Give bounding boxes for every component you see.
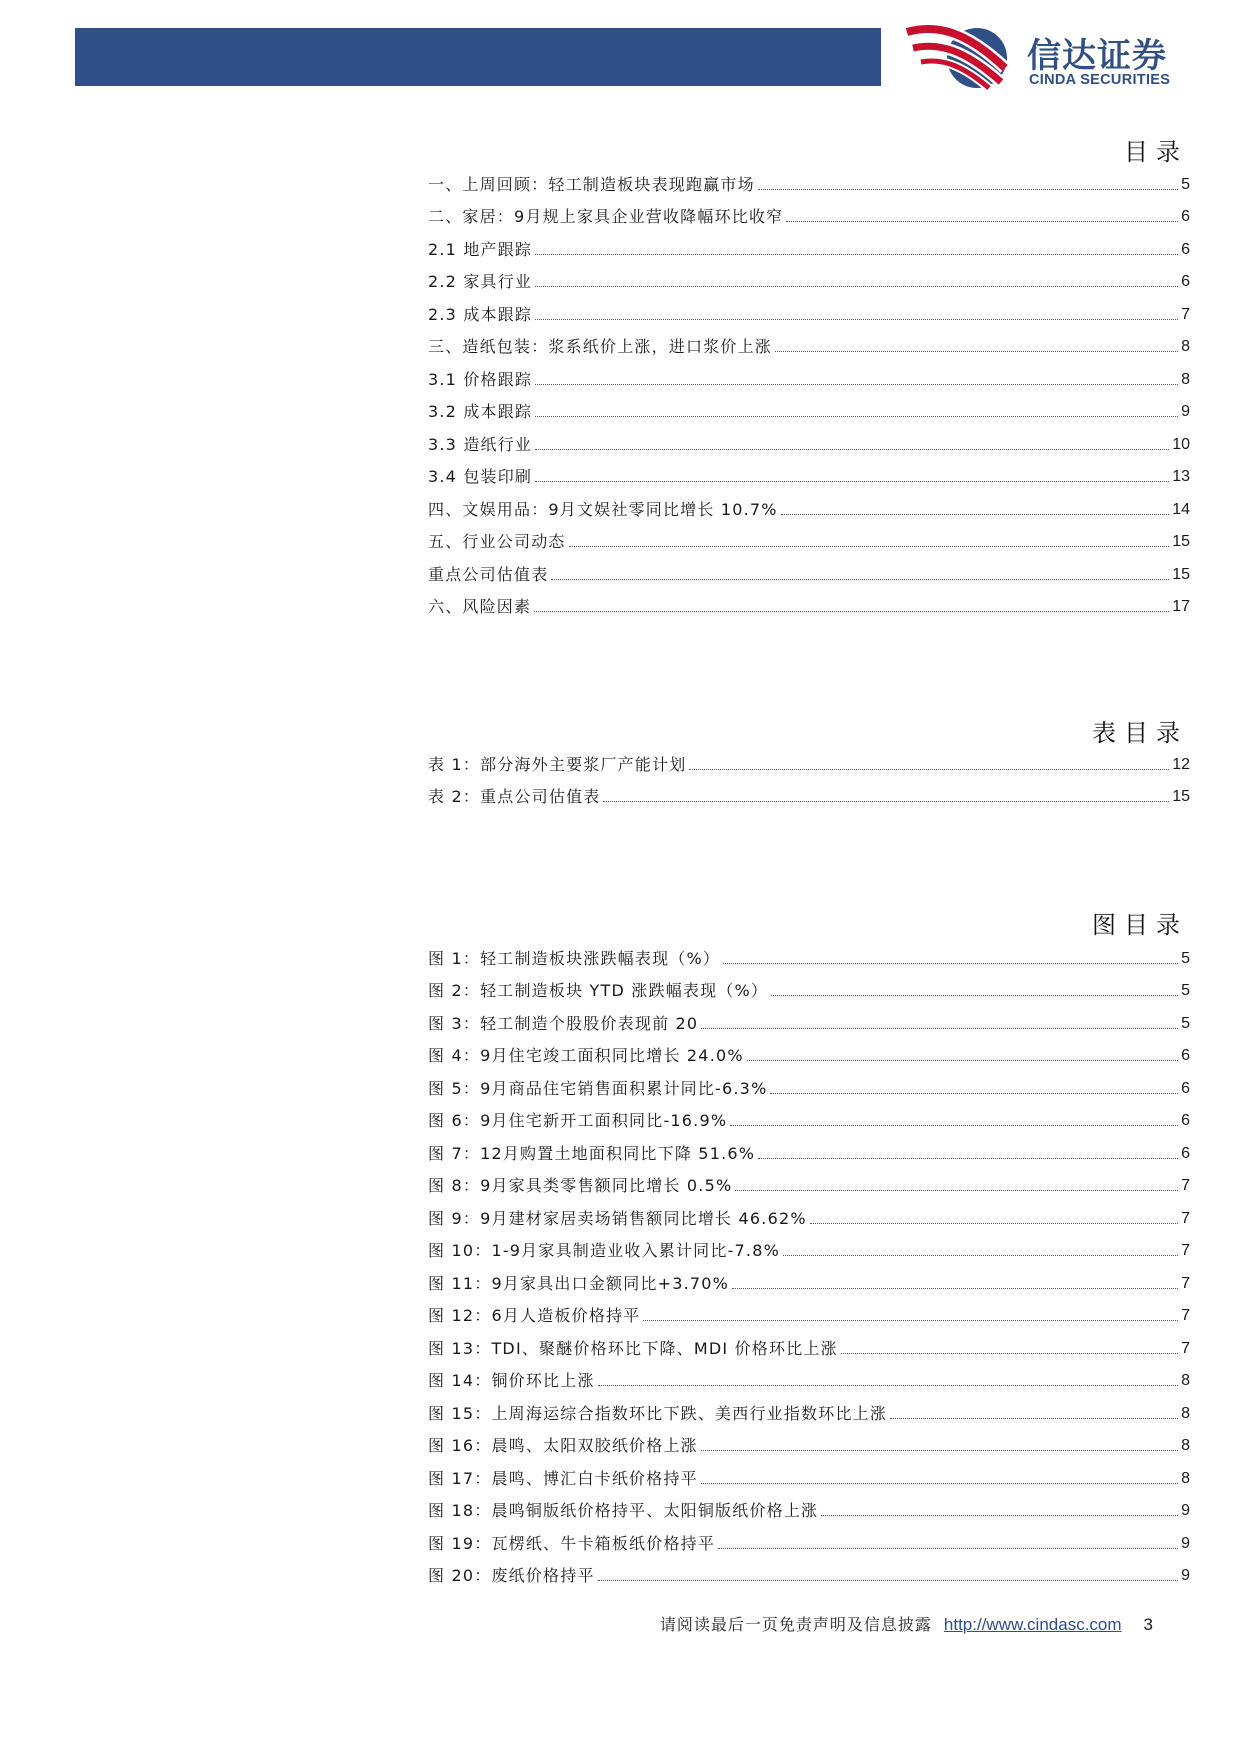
figure-list-entry[interactable] <box>428 1196 1190 1229</box>
contents-entry-label: 重点公司估值表 <box>428 564 549 584</box>
contents-entry[interactable] <box>428 292 1190 325</box>
dot-leader <box>701 1450 1178 1451</box>
figure-list-entry-label: 图 5：9月商品住宅销售面积累计同比-6.3% <box>428 1078 768 1098</box>
contents-entry-label: 六、风险因素 <box>428 597 532 616</box>
figure-list-entry-page: 5 <box>1181 982 1190 999</box>
contents-entry-page: 13 <box>1172 468 1190 485</box>
disclaimer-note: 请阅读最后一页免责声明及信息披露 <box>659 1615 932 1634</box>
dot-leader <box>551 579 1169 580</box>
contents-entry-label: 五、行业公司动态 <box>428 532 566 551</box>
dot-leader <box>770 1093 1178 1094</box>
contents-entry-label: 3.4 包装印刷 <box>428 467 533 486</box>
table-list-entry-page: 12 <box>1172 755 1190 773</box>
contents-entry[interactable] <box>428 422 1190 455</box>
figure-list-entry[interactable] <box>428 1521 1190 1554</box>
contents-entry-label: 四、文娱用品：9月文娱社零同比增长 10.7% <box>428 499 778 519</box>
figure-list-entry[interactable] <box>428 1066 1190 1099</box>
company-logo <box>905 20 1205 92</box>
figure-list-entry-label: 图 16：晨鸣、太阳双胶纸价格上涨 <box>428 1436 698 1455</box>
table-list-entry[interactable] <box>428 742 1190 775</box>
dot-leader <box>747 1060 1178 1061</box>
dot-leader <box>689 769 1169 770</box>
contents-entry-page: 17 <box>1172 598 1190 615</box>
dot-leader <box>723 963 1178 964</box>
contents-entry-label: 二、家居：9月规上家具企业营收降幅环比收窄 <box>428 207 784 226</box>
contents-entry-page: 15 <box>1172 565 1190 583</box>
contents-entry-page: 14 <box>1172 500 1190 518</box>
figure-list-entry[interactable] <box>428 1456 1190 1489</box>
figure-list-entry[interactable] <box>428 1131 1190 1164</box>
figure-list-entry-label: 图 1：轻工制造板块涨跌幅表现（%） <box>428 948 721 968</box>
dot-leader <box>534 611 1169 612</box>
figure-list-entry[interactable] <box>428 969 1190 1002</box>
contents-entry-label: 3.2 成本跟踪 <box>428 402 533 421</box>
figure-list-entry-label: 图 13：TDI、聚醚价格环比下降、MDI 价格环比上涨 <box>428 1338 838 1358</box>
logo-english-name: CINDA SECURITIES <box>1029 72 1171 88</box>
figure-list-entry-page: 9 <box>1181 1502 1190 1519</box>
figure-list-entry-page: 5 <box>1181 1014 1190 1032</box>
figure-list-entry[interactable] <box>428 1001 1190 1034</box>
contents-entry[interactable] <box>428 227 1190 260</box>
contents-title: 目录 <box>1124 138 1188 166</box>
contents-entry-page: 7 <box>1181 305 1190 323</box>
contents-entry[interactable] <box>428 390 1190 423</box>
contents-entry-label: 2.3 成本跟踪 <box>428 304 533 324</box>
contents-entry[interactable] <box>428 520 1190 553</box>
figure-list-entry[interactable] <box>428 1424 1190 1457</box>
dot-leader <box>786 221 1178 222</box>
dot-leader <box>701 1028 1178 1029</box>
page-footer <box>660 1612 1153 1635</box>
figure-list-entry-page: 7 <box>1181 1209 1190 1227</box>
figure-list-entry-page: 6 <box>1181 1144 1190 1162</box>
logo-chinese-name: 信达证券 <box>1027 36 1167 76</box>
figure-list-entry[interactable] <box>428 1261 1190 1294</box>
dot-leader <box>535 319 1178 320</box>
figure-list-entry-label: 图 7：12月购置土地面积同比下降 51.6% <box>428 1143 756 1163</box>
contents-entry-page: 10 <box>1172 435 1190 453</box>
figure-list-entry-label: 图 17：晨鸣、博汇白卡纸价格持平 <box>428 1468 698 1488</box>
figure-list-entry-page: 7 <box>1181 1274 1190 1292</box>
figure-list-entry-page: 7 <box>1181 1242 1190 1259</box>
figure-list-entry-page: 9 <box>1181 1567 1190 1584</box>
figure-list-entry-label: 图 4：9月住宅竣工面积同比增长 24.0% <box>428 1046 744 1065</box>
dot-leader <box>732 1288 1178 1289</box>
dot-leader <box>598 1385 1178 1386</box>
figure-list-entry[interactable] <box>428 1034 1190 1067</box>
figure-list-entry[interactable] <box>428 1294 1190 1327</box>
figure-list-entry-page: 6 <box>1181 1112 1190 1129</box>
figure-list-entry-page: 7 <box>1181 1339 1190 1357</box>
dot-leader <box>701 1483 1178 1484</box>
figure-list-entry-label: 图 10：1-9月家具制造业收入累计同比-7.8% <box>428 1241 781 1260</box>
dot-leader <box>569 546 1170 547</box>
figure-list-entry-page: 9 <box>1181 1534 1190 1552</box>
dot-leader <box>810 1223 1178 1224</box>
dot-leader <box>535 384 1178 385</box>
figure-list-entry-page: 6 <box>1181 1079 1190 1097</box>
contents-list <box>428 162 1190 617</box>
figure-list-entry-page: 8 <box>1181 1372 1190 1389</box>
dot-leader <box>718 1548 1178 1549</box>
figure-list-entry-label: 图 12：6月人造板价格持平 <box>428 1306 641 1325</box>
figure-list-entry-label: 图 15：上周海运综合指数环比下跌、美西行业指数环比上涨 <box>428 1403 888 1423</box>
figure-list-entry-label: 图 19：瓦楞纸、牛卡箱板纸价格持平 <box>428 1533 716 1553</box>
table-list-entry-label: 表 1：部分海外主要浆厂产能计划 <box>428 754 687 774</box>
figure-list-entry[interactable] <box>428 1554 1190 1587</box>
contents-entry[interactable] <box>428 585 1190 618</box>
figure-list-entry-page: 7 <box>1181 1307 1190 1324</box>
dot-leader <box>890 1418 1178 1419</box>
website-link[interactable]: http://www.cindasc.com <box>943 1615 1122 1634</box>
logo-mark-icon <box>905 20 1015 92</box>
contents-entry[interactable] <box>428 162 1190 195</box>
figure-list-entry-label: 图 3：轻工制造个股股价表现前 20 <box>428 1013 699 1033</box>
figure-list-entry[interactable] <box>428 1489 1190 1522</box>
contents-entry-page: 8 <box>1181 338 1190 355</box>
contents-entry-page: 5 <box>1181 175 1190 193</box>
page-number: 3 <box>1143 1615 1153 1634</box>
contents-entry-label: 2.1 地产跟踪 <box>428 239 533 259</box>
dot-leader <box>535 449 1169 450</box>
contents-entry-page: 9 <box>1181 403 1190 420</box>
contents-entry-page: 8 <box>1181 370 1190 388</box>
contents-entry[interactable] <box>428 455 1190 488</box>
tables-title: 表目录 <box>1092 719 1188 747</box>
contents-entry-label: 2.2 家具行业 <box>428 272 533 291</box>
dot-leader <box>603 801 1169 802</box>
figure-list-entry-label: 图 20：废纸价格持平 <box>428 1566 595 1585</box>
contents-entry[interactable] <box>428 195 1190 228</box>
tables-list <box>428 742 1190 807</box>
figures-title: 图目录 <box>1092 911 1188 939</box>
dot-leader <box>758 1158 1178 1159</box>
contents-entry-label: 三、造纸包装：浆系纸价上涨，进口浆价上涨 <box>428 337 773 356</box>
figure-list-entry-label: 图 9：9月建材家居卖场销售额同比增长 46.62% <box>428 1208 807 1228</box>
figure-list-entry[interactable] <box>428 1391 1190 1424</box>
contents-entry[interactable] <box>428 325 1190 358</box>
dot-leader <box>771 995 1178 996</box>
contents-entry-label: 3.1 价格跟踪 <box>428 369 533 389</box>
contents-entry-label: 3.3 造纸行业 <box>428 434 533 454</box>
dot-leader <box>598 1580 1178 1581</box>
figure-list-entry-label: 图 8：9月家具类零售额同比增长 0.5% <box>428 1176 733 1195</box>
figure-list-entry-label: 图 2：轻工制造板块 YTD 涨跌幅表现（%） <box>428 981 769 1000</box>
figure-list-entry-page: 8 <box>1181 1404 1190 1422</box>
figure-list-entry[interactable] <box>428 1359 1190 1392</box>
figure-list-entry-page: 5 <box>1181 949 1190 967</box>
figure-list-entry-page: 6 <box>1181 1047 1190 1064</box>
dot-leader <box>841 1353 1178 1354</box>
dot-leader <box>783 1255 1178 1256</box>
contents-entry-label: 一、上周回顾：轻工制造板块表现跑赢市场 <box>428 174 755 194</box>
figure-list-entry[interactable] <box>428 1326 1190 1359</box>
dot-leader <box>535 481 1169 482</box>
figure-list-entry[interactable] <box>428 936 1190 969</box>
figure-list-entry-label: 图 11：9月家具出口金额同比+3.70% <box>428 1273 730 1293</box>
contents-entry[interactable] <box>428 357 1190 390</box>
dot-leader <box>735 1190 1178 1191</box>
dot-leader <box>781 514 1170 515</box>
dot-leader <box>643 1320 1178 1321</box>
header-bar <box>75 28 881 86</box>
figure-list-entry-page: 7 <box>1181 1177 1190 1194</box>
figure-list-entry-label: 图 6：9月住宅新开工面积同比-16.9% <box>428 1111 728 1130</box>
contents-entry-page: 6 <box>1181 273 1190 290</box>
dot-leader <box>730 1125 1178 1126</box>
figure-list-entry-label: 图 18：晨鸣铜版纸价格持平、太阳铜版纸价格上涨 <box>428 1501 819 1520</box>
dot-leader <box>535 416 1178 417</box>
figure-list-entry[interactable] <box>428 1164 1190 1197</box>
dot-leader <box>758 189 1178 190</box>
dot-leader <box>535 286 1178 287</box>
figures-list <box>428 936 1190 1586</box>
table-list-entry[interactable] <box>428 775 1190 808</box>
contents-entry-page: 15 <box>1172 533 1190 550</box>
dot-leader <box>535 254 1178 255</box>
dot-leader <box>775 351 1178 352</box>
table-list-entry-page: 15 <box>1172 788 1190 805</box>
contents-entry[interactable] <box>428 552 1190 585</box>
figure-list-entry-page: 8 <box>1181 1469 1190 1487</box>
table-list-entry-label: 表 2：重点公司估值表 <box>428 787 601 806</box>
figure-list-entry[interactable] <box>428 1229 1190 1262</box>
contents-entry[interactable] <box>428 487 1190 520</box>
contents-entry[interactable] <box>428 260 1190 293</box>
figure-list-entry-label: 图 14：铜价环比上涨 <box>428 1371 595 1390</box>
figure-list-entry-page: 8 <box>1181 1437 1190 1454</box>
contents-entry-page: 6 <box>1181 208 1190 225</box>
dot-leader <box>821 1515 1178 1516</box>
contents-entry-page: 6 <box>1181 240 1190 258</box>
figure-list-entry[interactable] <box>428 1099 1190 1132</box>
